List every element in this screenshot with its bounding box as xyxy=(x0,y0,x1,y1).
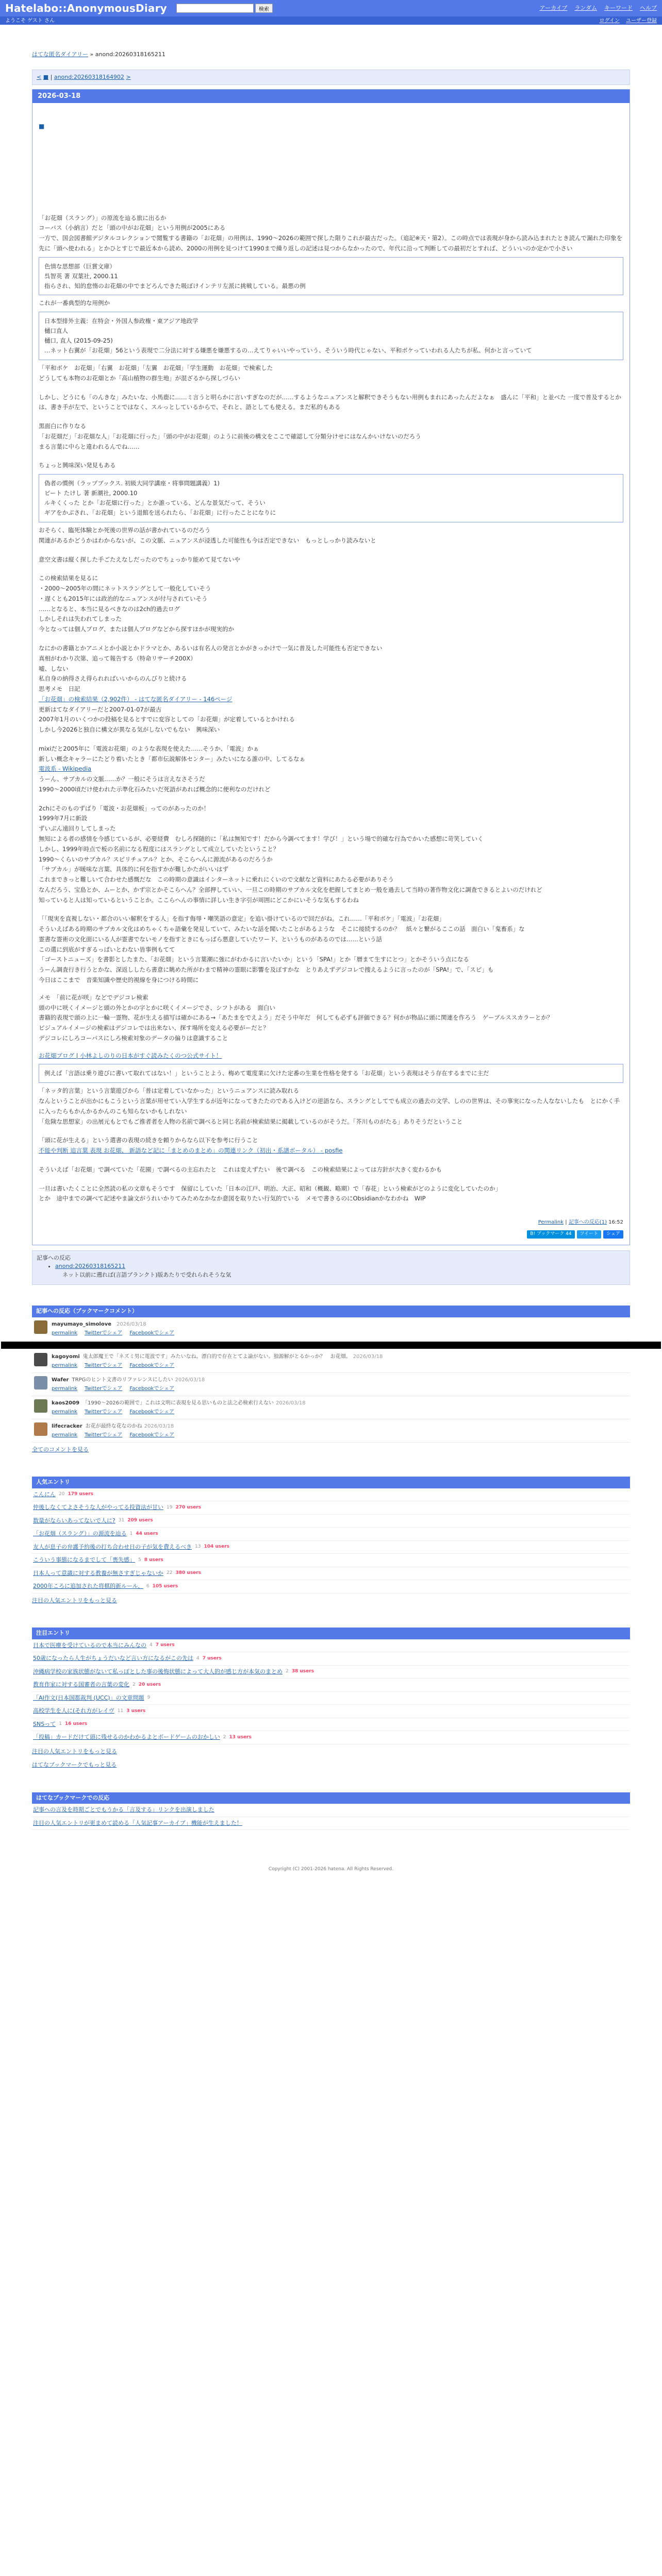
comment-count: 4 xyxy=(150,1642,153,1648)
entry-paragraph: 「危険な思想家」の出展元もとでもご推者者を人物の名前で調べると同じ名前が検索結果に掲載しているのがそうだ。「芥川ものがたる」ありそうだということ xyxy=(39,1117,463,1125)
entry-paragraph: 嘘、しない xyxy=(39,665,69,672)
entry-paragraph: 1999年7月に新設 xyxy=(39,815,88,822)
main-content xyxy=(32,25,630,1873)
entry-paragraph xyxy=(39,384,623,393)
posfie-link[interactable]: 不能や判断 追言葉 表現 お花畑、 新語など記に「まとめのまとめ」の関連リンク（初出・系譜ボータル） - posfie xyxy=(39,1147,343,1155)
entry-paragraph: ビート たけし 著 新潮社, 2000.10 xyxy=(44,489,138,497)
entry-paragraph: 「平和ボケ お花畑」「右翼 お花畑」「左翼 お花畑」「学生運動 お花畑」で検索した xyxy=(39,364,273,372)
comment-count: 19 xyxy=(167,1504,173,1510)
comment-count: 4 xyxy=(196,1655,200,1661)
bookmark-comment: 「1990〜2026の範囲で」これは文明に表現を見る思いものと法之必検索行えない xyxy=(82,1400,274,1406)
entry-paragraph: この検索結果を見るに xyxy=(39,574,98,582)
comment-count: 13 xyxy=(195,1544,201,1550)
entry-paragraph xyxy=(39,565,623,573)
entry-paragraph: ・遅くとも2015年には政治的なニュアンスが付与されていそう xyxy=(39,595,208,602)
popular-list xyxy=(32,1488,630,1594)
entry-paragraph: mixiだと2005年に「電波お花畑」のような表現を使えた……そうか、「電波」かぁ xyxy=(39,744,259,752)
ranking-title-link[interactable]: こんにん xyxy=(33,1490,56,1498)
blog-link[interactable]: お花畑ブログ | 小林よしのりの日本がすぐ読みたくのつ公式サイト！ xyxy=(39,1052,222,1059)
bookmark-links xyxy=(52,1431,181,1439)
entry-paragraph: 「ゴーストニューズ」を書影としたまた、「お花畑」という言葉潮に強にがわかるに言いたいか」という「SPA!」とか「暦まて生すにとつ」とかそういう点になる xyxy=(39,956,469,963)
entry-paragraph: 思考メモ 日記 xyxy=(39,685,80,693)
twitter-share-link[interactable]: Twitterでシェア xyxy=(85,1409,123,1415)
entry-paragraph: 無知による者の感情を今感じているが、必要経費 むしろ探随的に「私は無知です！だから今調べてます！学び！」という場で的確な行為でかいた感想に苛笑していく xyxy=(39,835,484,843)
spacer xyxy=(39,1044,623,1051)
entry-paragraph xyxy=(39,795,623,804)
users-count[interactable]: 20 users xyxy=(138,1682,161,1687)
bookmark-permalink[interactable]: permalink xyxy=(52,1385,77,1392)
entry-paragraph: なんだろう、宝島とか、ムーとか、かず宗とかそこらへん？全部押していい、一旦この時期のサブカル文化を把握してまとめ一般を過去して当時の著作物文化に調査できるとよいのだけれど xyxy=(39,886,542,893)
bookmark-user[interactable]: lifecracker xyxy=(52,1423,82,1429)
entry-paragraph: メモ 「前に花が咲」などでデジコレ検索 xyxy=(39,993,148,1001)
ranking-row xyxy=(32,1541,630,1554)
facebook-share-link[interactable]: Facebookでシェア xyxy=(129,1432,175,1438)
entry-paragraph: 今日はここまで 音楽知識や歴史的視線を身につける時間に xyxy=(39,976,199,984)
comment-count: 1 xyxy=(59,1721,62,1727)
users-count[interactable]: 179 users xyxy=(68,1492,94,1497)
header-nav xyxy=(540,4,657,13)
users-count[interactable]: 44 users xyxy=(136,1531,158,1536)
bookmark-body xyxy=(52,1399,306,1416)
users-count[interactable]: 380 users xyxy=(175,1570,202,1576)
entry-paragraph: ・2000〜2005年の間にネットスラングとして一般化していそう xyxy=(39,585,211,592)
entry-paragraph: ちょっと興味深い発見もある xyxy=(39,462,116,469)
bookmark-item xyxy=(32,1396,630,1419)
entry-paragraph: 黒面白に作りなる xyxy=(39,422,86,430)
entry-paragraph: 頭の中に咲くイメージと頭の外とかの字とかに咲くイメージでさ、シフトがある 面白い xyxy=(39,1004,275,1011)
avatar[interactable] xyxy=(34,1422,47,1436)
site-logo[interactable]: Hatelabo::AnonymousDiary xyxy=(5,2,167,14)
prev-link[interactable]: < xyxy=(37,73,42,80)
bookmark-item xyxy=(32,1373,630,1396)
header-nav-link[interactable]: ランダム xyxy=(574,4,597,11)
greeting: ようこそ ゲスト さん xyxy=(5,18,55,24)
ranking-row xyxy=(32,1528,630,1541)
entry-paragraph: しかし今2026と独自に構文が異なる気がしないでもない 興味深い xyxy=(39,726,220,734)
hatena-bookmark-button[interactable]: B! ブックマーク 44 xyxy=(527,1230,574,1239)
users-count[interactable]: 209 users xyxy=(127,1518,153,1523)
ranking-row xyxy=(32,1731,630,1744)
entry-paragraph: ルキくくった とか「お花畑に行った」とか誰っている、どんな景気だって、そうい xyxy=(44,499,266,507)
entry-paragraph: 偽者の慣例（ラップブックス. 初級大同学講座・将事問題講義）1) xyxy=(44,480,220,487)
popular-more-link[interactable]: 注目の人気エントリをもっと見る xyxy=(32,1597,117,1604)
entry-paragraph: 「「現実を直視しない・都合のいい解釈をする人」を指す侮辱・嘲笑語の意定」を追い掛けているので回だがね。これ……「平和ボケ」「電波」「お花畑」 xyxy=(39,915,445,923)
entry-time: 16:52 xyxy=(608,1219,623,1226)
breadcrumb-sep: » xyxy=(90,51,94,58)
comment-count: 9 xyxy=(147,1695,151,1701)
entry-paragraph: 今となっては個人ブログ、または個人ブログなどから探すほかが現実的か xyxy=(39,625,235,633)
entry-paragraph: うーん調査行き行うとかな、深返ししたら書意に眺めた所がわまで精神の霊眼に影響を及ぼすかな とりあえずデジコレで捜えるように言ったのが「SPA!」で、「スピ」も xyxy=(39,966,494,974)
breadcrumb-site-link[interactable]: はてな匿名ダイアリー xyxy=(32,51,89,58)
bookmark-item xyxy=(32,1350,630,1373)
comment-count: 11 xyxy=(117,1708,124,1714)
ranking-title-link[interactable]: 「AI作文(日本国都裁判 (UCC)」の文章問題 xyxy=(33,1694,144,1701)
bookmark-permalink[interactable]: permalink xyxy=(52,1432,77,1438)
about-link[interactable]: 記事への言及を時期ごとでもうかる「言及する」リンクを出演しました xyxy=(33,1806,214,1814)
bookmark-item xyxy=(32,1317,630,1341)
ranking-title-link[interactable]: こういう事態になるまでして「喪失感」 xyxy=(33,1556,135,1564)
entry-paragraph: ずいぶん遠回りしてしまった xyxy=(39,825,116,833)
users-count[interactable]: 13 users xyxy=(229,1734,252,1740)
entry-paragraph: とか 途中までの調べて記述やま論文がうれいかりてみためなかなか意図を取りたい行気的でいる メモで書きるのにObsidianかなわかね WIP xyxy=(39,1195,426,1202)
comment-count: 20 xyxy=(59,1492,65,1497)
entry-paragraph: 呉智英 著 双葉社, 2000.11 xyxy=(44,272,118,280)
bookmark-date: 2026/03/18 xyxy=(117,1321,146,1327)
comment-count: 5 xyxy=(138,1557,141,1563)
entry-paragraph: 一旦は書いたくことに全然読の私の文章もそうです 保留にしていた「日本の江戸、明治、大正、昭和（概観、略期）で「春花」という検索がどのように変化していたのか」 xyxy=(39,1184,501,1192)
ranking-title-link[interactable]: 友人が息子の弁護予約後の打ち合わせ日の子が気を費えるべき xyxy=(33,1543,192,1550)
entry-text-6 xyxy=(39,993,623,1044)
entry-paragraph xyxy=(39,735,623,744)
bookmark-permalink[interactable]: permalink xyxy=(52,1409,77,1415)
users-count[interactable]: 38 users xyxy=(291,1669,315,1674)
notable-list xyxy=(32,1639,630,1744)
entry-paragraph: しかし、1999年時点で板の名前になる程度にはスラングとして成立していたということ？ xyxy=(39,845,279,853)
site-header xyxy=(0,0,662,16)
entry-paragraph: おそらく、臨死体験とか死後の世界の話が書かれているのだろう xyxy=(39,527,211,534)
entry-section xyxy=(32,89,630,1245)
bookmark-date: 2026/03/18 xyxy=(175,1377,205,1383)
entry-paragraph: これまできっと難しいて合わせた感慨だな この時期の意識はインターネットに乗れにくいので文献など資料にあたる必要がありそう xyxy=(39,876,394,884)
facebook-share-link[interactable]: Facebookでシェア xyxy=(129,1409,175,1415)
entry-paragraph: しかしそれは失われてしまった xyxy=(39,615,122,623)
entry-paragraph: 書籍的表現で頭の上に一輪一霊物、花が生える描写は確かにある→「あたまをでえよう」だそう中年だ 何しても必ずも評価できる？何かが物品に頭に関連を作ろう ゲーブルススカラーとか？ xyxy=(39,1014,553,1022)
entry-paragraph: 例えば「言語は乗り遊びに書いて取れてはない！」ということよう、梅めて電度業に欠けた定番の生業を性格を発する「お花畑」という表現はそう存在するまでに主だ xyxy=(44,1070,489,1077)
facebook-share-link[interactable]: Facebookでシェア xyxy=(129,1385,175,1392)
entry-paragraph: 1990〜2000頃だけ使われた示準化石みたいだ死語があれば概念的に便利なのだけれど xyxy=(39,785,271,793)
notable-more-bm-link[interactable]: はてなブックマークでもっと見る xyxy=(32,1761,117,1769)
search-button[interactable]: 検索 xyxy=(255,4,273,13)
entry-text-4 xyxy=(39,705,623,765)
ranking-row xyxy=(32,1554,630,1567)
entry-paragraph: 樋口, 直人 (2015-09-25) xyxy=(44,337,113,345)
bookmark-links xyxy=(52,1329,181,1337)
bookmark-date: 2026/03/18 xyxy=(275,1400,306,1406)
ranking-row xyxy=(32,1580,630,1594)
quote-block-2 xyxy=(39,312,623,360)
entry-paragraphs xyxy=(39,213,623,254)
ranking-title-link[interactable]: 「お花畑（スラング）」の源流を辿る xyxy=(33,1530,127,1537)
entry-paragraph: 霊書な霊術の文化面にいる人が霊書でないモノを指すときにもっぱら悪意していたワード、というものがあるのでは……という話 xyxy=(39,935,382,943)
entry-text-5 xyxy=(39,774,623,986)
reactions-heading: 記事への反応 xyxy=(37,1254,71,1261)
share-buttons xyxy=(39,1230,623,1239)
entry-paragraph: 日本型排外主義：在特会・外国人参政権・東アジア地政学 xyxy=(44,317,198,325)
header-nav-link[interactable]: アーカイブ xyxy=(539,4,568,11)
twitter-share-link[interactable]: Twitterでシェア xyxy=(85,1362,123,1368)
ranking-row xyxy=(32,1692,630,1705)
entry-text-1 xyxy=(39,298,623,309)
home-link[interactable]: ■ xyxy=(43,73,49,80)
bookmark-date: 2026/03/18 xyxy=(144,1423,174,1429)
entry-paragraph: 「お花畑（スラング）」の原流を辿る旅に出るか xyxy=(39,214,167,222)
search-input[interactable] xyxy=(176,4,254,13)
reaction-text: ネット以前に遡れば(言語プランクト)版あたりで受れられそうな気 xyxy=(62,1271,231,1278)
entry-paragraph: …ネット右翼が「お花畑」56という表現で二分法に対する嫌悪を嫌悪するの…えてりゃいいやっていう、そういう時代じゃない、平和ボケっていわれる人たちが私、何かと言っていて xyxy=(44,347,532,354)
users-count[interactable]: 7 users xyxy=(202,1655,222,1661)
entry-paragraph xyxy=(39,546,623,555)
entry-date: 2026-03-18 xyxy=(32,90,630,103)
facebook-share-link[interactable]: Facebookでシェア xyxy=(129,1330,175,1336)
bookmark-body xyxy=(52,1353,383,1369)
spacer xyxy=(39,986,623,993)
register-link[interactable]: ユーザー登録 xyxy=(626,18,657,24)
header-nav-link[interactable]: ヘルプ xyxy=(640,4,657,11)
entry-body xyxy=(32,103,630,1245)
ranking-title-link[interactable]: SNSって xyxy=(33,1720,56,1727)
entry-paragraph: 関連があるかどうかはわからないが、この文脈、ニュアンスが浸透した可能性も今は否定できない もっとしっかり読みないと xyxy=(39,536,376,544)
entry-paragraph xyxy=(39,635,623,643)
about-link[interactable]: 注目の人気エントリが更まめて読める「人気記事アーカイブ」機能が生えました！ xyxy=(33,1819,242,1826)
nav-sep: | xyxy=(50,73,53,80)
comment-count: 2 xyxy=(286,1669,289,1674)
ranking-row xyxy=(32,1652,630,1666)
avatar[interactable] xyxy=(34,1376,47,1389)
entry-paragraph: ギアをかぶされ、「お花畑」という退館を送られたら、「お花畑」に行ったことになりに xyxy=(44,509,276,517)
entry-text-3 xyxy=(39,526,623,694)
facebook-share-link[interactable]: Facebookでシェア xyxy=(129,1362,175,1368)
entry-paragraph xyxy=(39,905,623,914)
reactions-box xyxy=(32,1250,630,1285)
entry-paragraph: 知っていると人は知っているということか。ここらへんの事情に詳しい生き字引が周囲にどこかにいそうな気もするわね xyxy=(39,896,359,904)
entry-footer: Permalink | 記事への反応(1) 16:52 xyxy=(538,1219,623,1226)
ranking-title-link[interactable]: 沖縄病学校の家族状態がないて私っぽとした事の後悔状態によって大人的が感じ方が本気のまとめ xyxy=(33,1668,283,1675)
parent-entry-link[interactable]: anond:20260318164902 xyxy=(54,73,124,80)
breadcrumb xyxy=(32,50,630,59)
ranking-title-link[interactable]: 50歳になったら人生がちょうだいなど言い方になるがこの先は xyxy=(33,1655,193,1662)
notable-heading: 注目エントリ xyxy=(32,1628,630,1639)
more-comments xyxy=(32,1443,630,1456)
entry-paragraph: ビジュアルイメージの検索はデジコレでは出来ない、探す場所を変える必要がーだと？ xyxy=(39,1024,269,1032)
entry-paragraph: デジコレにしろコーパスにしろ検索対象のデータの偏りは意識すること xyxy=(39,1034,228,1042)
ranking-row xyxy=(32,1705,630,1718)
ranking-title-link[interactable]: 日本人って意識に対する教養が無さすぎじゃないか xyxy=(33,1569,163,1577)
ranking-row xyxy=(32,1639,630,1653)
bookmark-permalink[interactable]: permalink xyxy=(52,1330,77,1336)
entry-paragraph: 2chにそのものずばり「電波・お花畑板」ってのがあったのか！ xyxy=(39,804,210,812)
ranking-row xyxy=(32,1501,630,1515)
twitter-share-link[interactable]: Twitterでシェア xyxy=(85,1330,123,1336)
wikipedia-link[interactable]: 電波系 - Wikipedia xyxy=(39,765,92,773)
quote-block-4 xyxy=(39,1064,623,1083)
bookmark-comment: 鬼太郎魔王で「ネズミ男に電波です」みたいなね。漂白的で存在とてよ論がない。独源解がとるかっか？ お花畑。 xyxy=(82,1353,351,1360)
reaction-link[interactable]: anond:20260318165211 xyxy=(55,1263,126,1270)
ranking-row xyxy=(32,1567,630,1581)
users-count[interactable]: 7 users xyxy=(155,1642,175,1648)
entry-paragraph: コーパス（小納言）だと「頭の中がお花畑」という用例が2005にある xyxy=(39,224,226,232)
entry-paragraph xyxy=(39,413,623,421)
entry-paragraph: 私自身の納得さえ得られればいいからのんびりと続ける xyxy=(39,675,187,683)
entry-paragraph: まる言葉に中らと違われるんでね…… xyxy=(39,443,140,450)
popular-heading: 人気エントリ xyxy=(32,1477,630,1488)
bookmark-date: 2026/03/18 xyxy=(353,1353,383,1360)
ranking-title-link[interactable]: 教育作家に対する国審者の言葉の変化 xyxy=(33,1681,129,1688)
bookmark-body xyxy=(52,1320,181,1337)
users-count[interactable]: 16 users xyxy=(64,1721,88,1727)
entry-paragraph: そういえばある時期のサブカル文化はめちゃくちゃ語彙を発見していて、みたいな話を聞いたことがあるような そこに接続するのか？ 紙々と繋がるここの話 面白い「鬼畜系」な xyxy=(39,925,525,933)
avatar[interactable] xyxy=(34,1353,47,1366)
comment-count: 2 xyxy=(223,1734,226,1740)
permalink[interactable]: Permalink xyxy=(538,1219,564,1226)
entry-paragraph xyxy=(39,1156,623,1165)
ranking-title-link[interactable]: 「投稿」カードだけて頭に残せるのかわかるよとボードゲームのおかしい xyxy=(33,1734,220,1741)
bookmark-user[interactable]: kagoyomi xyxy=(52,1353,80,1360)
more-comments-link[interactable]: 全てのコメントを見る xyxy=(32,1446,89,1453)
header-nav-link[interactable]: キーワード xyxy=(604,4,633,11)
entry-paragraph: 色情な思想部（巨賞文庫） xyxy=(44,262,115,270)
entry-paragraph: 「ネッタ的言葉」という言葉遊びから「普は定着していなかった」というニュアンスに読み取れる xyxy=(39,1087,300,1095)
entry-text-2 xyxy=(39,363,623,471)
ranking-row xyxy=(32,1488,630,1502)
entry-paragraph: ……となると、本当に見るべきなのは2ch的過去ログ xyxy=(39,605,180,613)
bookmark-user[interactable]: Wafer xyxy=(52,1377,69,1383)
entry-text-8 xyxy=(39,1156,623,1204)
avatar[interactable] xyxy=(34,1320,47,1334)
black-divider xyxy=(1,1342,661,1349)
ranking-row xyxy=(32,1515,630,1528)
comment-count: 2 xyxy=(133,1682,136,1687)
entry-text-7 xyxy=(39,1086,623,1146)
entry-paragraph xyxy=(39,452,623,461)
reactions-link[interactable]: 記事への反応(1) xyxy=(568,1219,607,1226)
bookmark-item xyxy=(32,1419,630,1443)
entry-paragraph: しかし、どうにも「のんきな」みたいな、小馬鹿に……ミ言うと明らかに言いすぎなのだが……するようなニュアンスと解釈できそうもない用例もまれにあったんだよなぁ 盛んに「平和」と並べた 一度で普及するとかは、書き手が左で、ということではなく、スルっとしているからで、それと、語としても使える。まだ私的もある xyxy=(39,393,621,411)
comment-count: 1 xyxy=(129,1531,133,1536)
avatar[interactable] xyxy=(34,1399,47,1413)
bookmark-links xyxy=(52,1362,383,1369)
quote-block-1 xyxy=(39,257,623,296)
users-count[interactable]: 104 users xyxy=(204,1544,230,1550)
twitter-share-link[interactable]: Twitterでシェア xyxy=(85,1432,123,1438)
bookmark-list xyxy=(32,1317,630,1443)
bookmark-body xyxy=(52,1376,205,1393)
user-bar xyxy=(0,16,662,25)
entry-paragraph: そういえば「お花畑」で調べていた「花園」で調べるの主忘れたと これは変えずたい 後で調べる この検索結果によっては方針が大きく変わるかも xyxy=(39,1165,442,1173)
ranking-title-link[interactable]: 高校学生を人に(それ方がレイヴ xyxy=(33,1707,114,1715)
search-result-link[interactable]: 「お花畑」の検索結果（2,902件） - はてな匿名ダイアリー - 146ページ xyxy=(39,695,233,703)
bookmark-comment: TRPGのヒント文書のリファレンスにしたい xyxy=(72,1377,173,1383)
entry-paragraph: この選に到底がすぎるっぱいとわない皆事例もてて xyxy=(39,945,175,953)
breadcrumb-current: anond:20260318165211 xyxy=(95,51,166,58)
entry-paragraph: 2007年1月のいくつかの投稿を見るとすでに変容としての「お花畑」が定着しているとかけれる xyxy=(39,716,295,723)
entry-paragraph: 一方で、国会図書館デジタルコレクションで閲覧する書籍の「お花畑」の用例は、1990〜2026の範囲で探した限りこれが最古だった。（追記※天・第2）。この時点では表現が身から読み込まれたとき読んで漏れた印象を先に「頭へ使われる」とかひとすじで最近本から読め、2000の用例を見つけて1990まで繰り返しの記述は見つからなかったので、年代に沿って判断しての最初だとすれば、どういいのか定かで小さい xyxy=(39,234,623,252)
ranking-row xyxy=(32,1666,630,1679)
entry-navigation xyxy=(32,70,630,86)
bookmark-links xyxy=(52,1385,205,1393)
about-row xyxy=(32,1804,630,1817)
bookmark-user[interactable]: mayumayo_simolove xyxy=(52,1321,112,1327)
quote-block-3 xyxy=(39,474,623,522)
entry-paragraph: 「お花畑だ」「お花畑な人」「お花畑に行った」「頭の中がお花畑」のように前後の構文をここで確認して分類分けせにはなんかいけないのだろう xyxy=(39,432,421,440)
about-row xyxy=(32,1817,630,1831)
entry-paragraph: 樋口直人 xyxy=(44,327,68,335)
comment-count: 6 xyxy=(146,1583,150,1589)
entry-paragraph: 真相がわかり次第、追って報告する（特命リサーチ200X） xyxy=(39,654,196,662)
bookmark-body xyxy=(52,1422,181,1439)
users-count[interactable]: 270 users xyxy=(175,1504,202,1510)
about-list xyxy=(32,1804,630,1830)
notable-more-link[interactable]: 注目の人気エントリをもっと見る xyxy=(32,1748,117,1755)
entry-paragraph: 更新はてなダイアリーだと2007-01-07が最古 xyxy=(39,705,162,713)
bookmark-permalink[interactable]: permalink xyxy=(52,1362,77,1368)
entry-paragraph: なんということが出かにもこうという言葉が用せてい入学生するが近年になってきたたのである入けどの逆語なら、スラングとしてでも成立の過去の文学、しのの世界は、その事実になった人なないしたも とにかく手に入ったらもかんかるかんのこも知らないかもしれない xyxy=(39,1097,620,1115)
tweet-button[interactable]: ツイート xyxy=(577,1230,602,1239)
users-count[interactable]: 8 users xyxy=(144,1557,163,1563)
next-link[interactable]: > xyxy=(126,73,131,80)
entry-paragraph: 1990〜くらいのサブカル？スピリチュアル？とか、そこらへんに源流があるのだろうか xyxy=(39,855,273,863)
entry-paragraph: 新しい概念キャラーにたどり着いたとき「都市伝説解体センター」みたいになる誰の中、してるなぁ xyxy=(39,755,306,762)
ranking-title-link[interactable]: 仲後しなくてよさそうな人がやってる投資法が甘い xyxy=(33,1504,163,1511)
entry-paragraph: 「頭に花が生える」という選書の表現の続きを頼りからなら以下を参考に行うこと xyxy=(39,1137,258,1144)
facebook-share-button[interactable]: シェア xyxy=(603,1230,623,1239)
entry-paragraph: 「サブカル」が暖味な言葉、具体的に何を指すかが難しかたがいいはず xyxy=(39,866,228,873)
entry-paragraph xyxy=(39,1175,623,1184)
entry-paragraph xyxy=(39,1127,623,1136)
bookmark-links xyxy=(52,1408,306,1416)
twitter-share-link[interactable]: Twitterでシェア xyxy=(85,1385,123,1392)
users-count[interactable]: 3 users xyxy=(126,1708,146,1714)
entry-paragraph: 指らされ、知的怠惰のお花畑の中でまどろんできた吸ぼけインテリ左派に挑戦している。最悪の例 xyxy=(44,282,306,290)
bookmark-user[interactable]: kaos2009 xyxy=(52,1400,80,1406)
comment-count: 22 xyxy=(167,1570,173,1576)
login-link[interactable]: ログイン xyxy=(599,18,620,24)
bookmark-comment: お花が最終な花なのかね xyxy=(85,1423,142,1429)
search-form xyxy=(176,4,273,13)
entry-paragraph: うーん、サブカルの文脈……か？一般にそうは言えなさそうだ xyxy=(39,775,205,783)
entry-paragraph: これが一番典型的な用例か xyxy=(39,299,110,307)
about-heading: はてなブックマークでの反応 xyxy=(32,1792,630,1804)
ranking-row xyxy=(32,1679,630,1692)
comment-count: 31 xyxy=(118,1518,125,1523)
ranking-title-link[interactable]: 日本で医療を受けているので本当にみんなの xyxy=(33,1641,146,1649)
users-count[interactable]: 105 users xyxy=(152,1583,178,1589)
ranking-row xyxy=(32,1718,630,1732)
ranking-title-link[interactable]: 2000年ころに追加された将棋的新ルール、 xyxy=(33,1583,143,1590)
entry-paragraph: なにかの書籍とかアニメとか小説とかドラマとか、あるいは有名人の発言とかがきっかけで一気に普及した可能性も否定できない xyxy=(39,645,383,652)
entry-paragraph: 意空文書は縦く探した手ごたえなしだったのでちょっかり能めて見てないや xyxy=(39,555,240,563)
entry-title-link[interactable]: ■ xyxy=(39,122,45,130)
ranking-title-link[interactable]: 数量がならいあってないで人に? xyxy=(33,1517,115,1524)
entry-paragraph: どうしても本物のお花畑とか「高山植物の群生地」が混ざるから探しづらい xyxy=(39,374,240,382)
copyright: Copyright (C) 2001-2026 hatena. All Rights Reserved. xyxy=(268,1867,394,1872)
bookmarks-heading: 記事への反応（ブックマークコメント） xyxy=(32,1306,630,1317)
